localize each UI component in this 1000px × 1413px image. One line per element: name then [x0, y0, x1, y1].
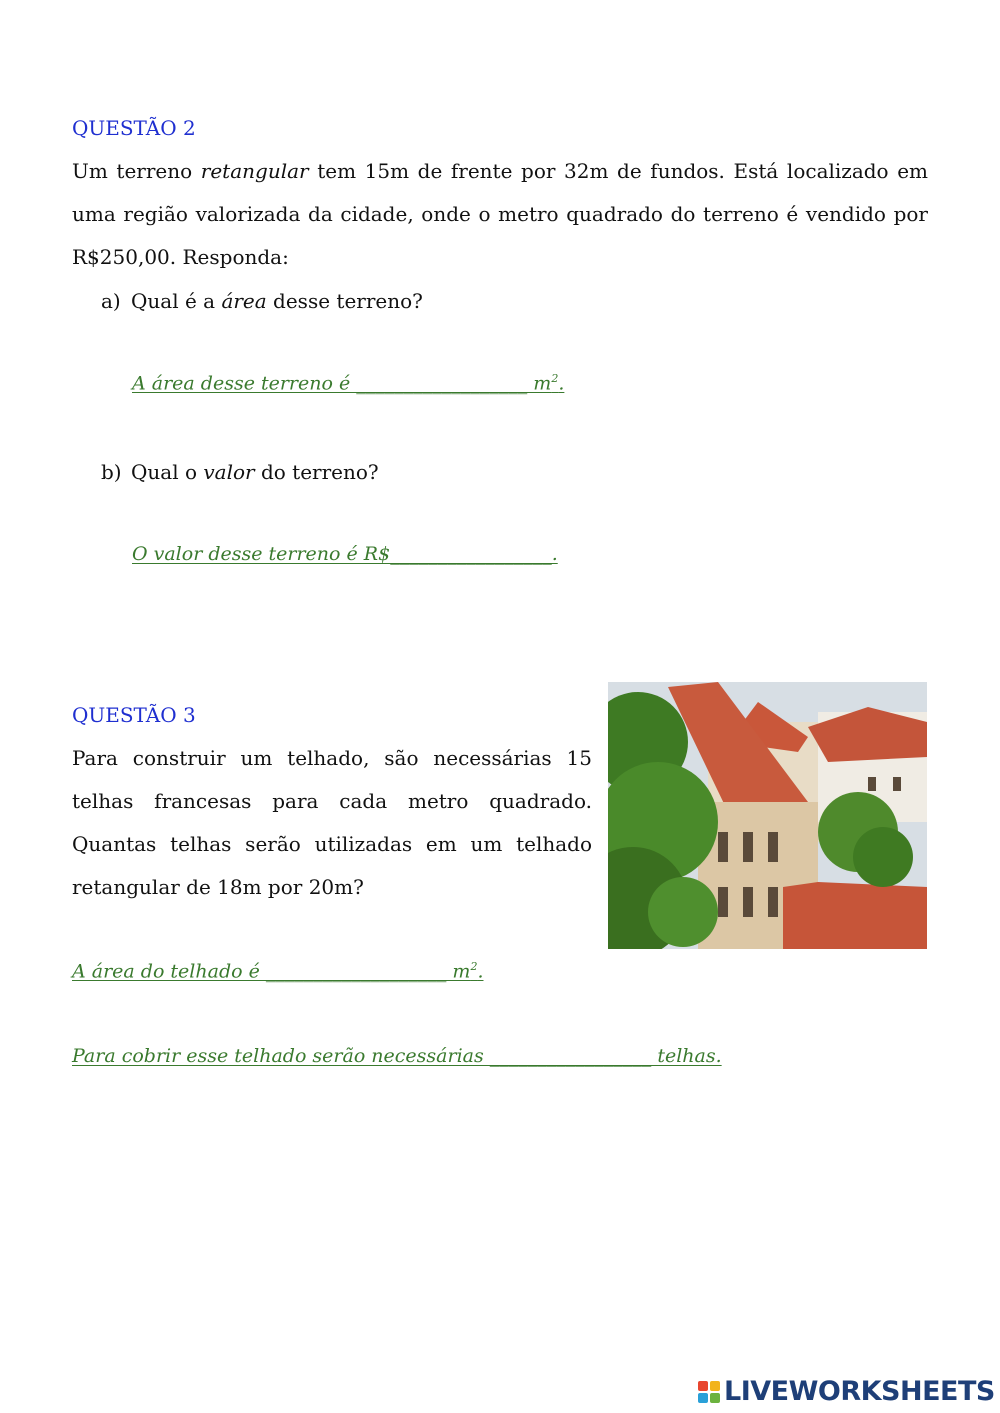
answer-3-tiles[interactable]: Para cobrir esse telhado serão necessárias _________________ telhas. [72, 1045, 722, 1067]
item-emphasis: área [221, 289, 267, 313]
question-2-title: QUESTÃO 2 [72, 116, 196, 140]
question-2a [101, 287, 423, 315]
statement-text: tem 15m de frente por 32m de fundos. Está localizado em uma região valorizada da cidade, onde o metro quadrado do terreno é vendido por R$250,00. Responda: [72, 159, 928, 269]
question-3-statement: Para construir um telhado, são necessárias 15 telhas francesas para cada metro quadrado. Quantas telhas serão utilizadas em um telhado retangular de 18m por 20m? [72, 746, 592, 899]
answer-end: . [558, 372, 565, 395]
item-text: Qual é a [131, 289, 222, 313]
statement-emphasis: retangular [200, 159, 309, 183]
answer-text: A área do telhado é ___________________ m [72, 960, 471, 983]
superscript: 2 [551, 372, 559, 385]
answer-end: . [477, 960, 484, 983]
rooftops-photo [608, 682, 927, 949]
logo-icon [698, 1381, 720, 1403]
answer-2a[interactable] [132, 372, 564, 394]
answer-text: A área desse terreno é __________________ m [132, 372, 552, 395]
item-marker: a) [101, 289, 121, 313]
item-text: do terreno? [254, 460, 379, 484]
item-text: Qual o [131, 460, 204, 484]
superscript: 2 [470, 960, 478, 973]
answer-2b[interactable]: O valor desse terreno é R$_________________. [132, 543, 558, 565]
item-text: desse terreno? [266, 289, 423, 313]
question-2-statement [72, 150, 928, 279]
logo-text: LIVEWORKSHEETS [724, 1376, 995, 1407]
liveworksheets-logo [698, 1376, 995, 1407]
item-marker: b) [101, 460, 122, 484]
item-emphasis: valor [203, 460, 255, 484]
question-3-title: QUESTÃO 3 [72, 703, 196, 727]
answer-3-area[interactable] [72, 960, 483, 982]
question-2b [101, 458, 379, 486]
rooftops-illustration [608, 682, 927, 949]
statement-text: Um terreno [72, 159, 201, 183]
